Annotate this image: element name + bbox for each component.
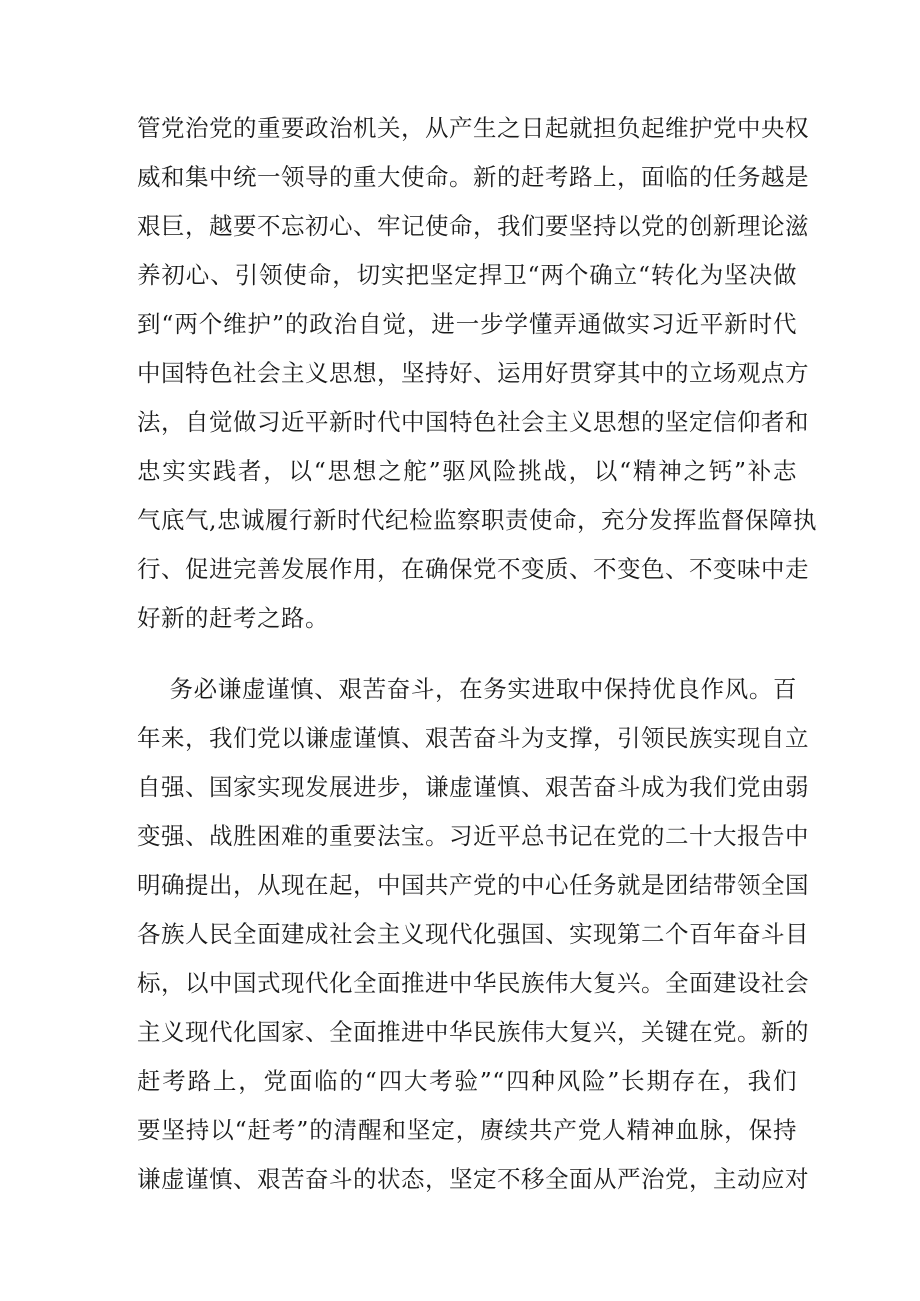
paragraph-1-line-3: 艰巨，越要不忘初心、牢记使命，我们要坚持以党的创新理论滋 bbox=[137, 212, 809, 240]
paragraph-1-line-10: 行、促进完善发展作用，在确保党不变质、不变色、不变味中走 bbox=[137, 555, 809, 583]
paragraph-1-line-9: 气底气,忠诚履行新时代纪检监察职责使命，充分发挥监督保障执 bbox=[137, 506, 817, 534]
paragraph-2-line-2: 年来，我们党以谦虚谨慎、艰苦奋斗为支撑，引领民族实现自立 bbox=[137, 724, 809, 752]
paragraph-2-line-5: 明确提出，从现在起，中国共产党的中心任务就是团结带领全国 bbox=[137, 871, 809, 899]
paragraph-2-line-9: 赶考路上，党面临的“四大考验”“四种风险”长期存在，我们 bbox=[137, 1067, 797, 1095]
paragraph-2-line-7: 标，以中国式现代化全面推进中华民族伟大复兴。全面建设社会 bbox=[137, 969, 809, 997]
paragraph-2-line-11: 谦虚谨慎、艰苦奋斗的状态，坚定不移全面从严治党，主动应对 bbox=[137, 1165, 809, 1193]
paragraph-1-line-5: 到“两个维护”的政治自觉，进一步学懂弄通做实习近平新时代 bbox=[137, 310, 797, 338]
paragraph-2-line-3: 自强、国家实现发展进步，谦虚谨慎、艰苦奋斗成为我们党由弱 bbox=[137, 773, 809, 801]
paragraph-1-line-1: 管党治党的重要政治机关，从产生之日起就担负起维护党中央权 bbox=[137, 114, 809, 142]
paragraph-1-line-4: 养初心、引领使命，切实把坚定捍卫“两个确立“转化为坚决做 bbox=[137, 261, 797, 289]
paragraph-1-line-7: 法，自觉做习近平新时代中国特色社会主义思想的坚定信仰者和 bbox=[137, 408, 809, 436]
paragraph-1-line-6: 中国特色社会主义思想，坚持好、运用好贯穿其中的立场观点方 bbox=[137, 359, 809, 387]
paragraph-2-line-1: 务必谦虚谨慎、艰苦奋斗，在务实进取中保持优良作风。百 bbox=[137, 675, 797, 703]
paragraph-2-line-6: 各族人民全面建成社会主义现代化强国、实现第二个百年奋斗目 bbox=[137, 920, 809, 948]
paragraph-2-line-8: 主义现代化国家、全面推进中华民族伟大复兴，关键在党。新的 bbox=[137, 1018, 809, 1046]
paragraph-2-line-4: 变强、战胜困难的重要法宝。习近平总书记在党的二十大报告中 bbox=[137, 822, 809, 850]
paragraph-1-line-8: 忠实实践者，以“思想之舵”驱风险挑战，以“精神之钙”补志 bbox=[137, 457, 797, 485]
paragraph-2-line-10: 要坚持以“赶考”的清醒和坚定，赓续共产党人精神血脉，保持 bbox=[137, 1116, 797, 1144]
paragraph-1-line-11: 好新的赶考之路。 bbox=[137, 604, 329, 632]
paragraph-1-line-2: 威和集中统一领导的重大使命。新的赶考路上，面临的任务越是 bbox=[137, 163, 809, 191]
